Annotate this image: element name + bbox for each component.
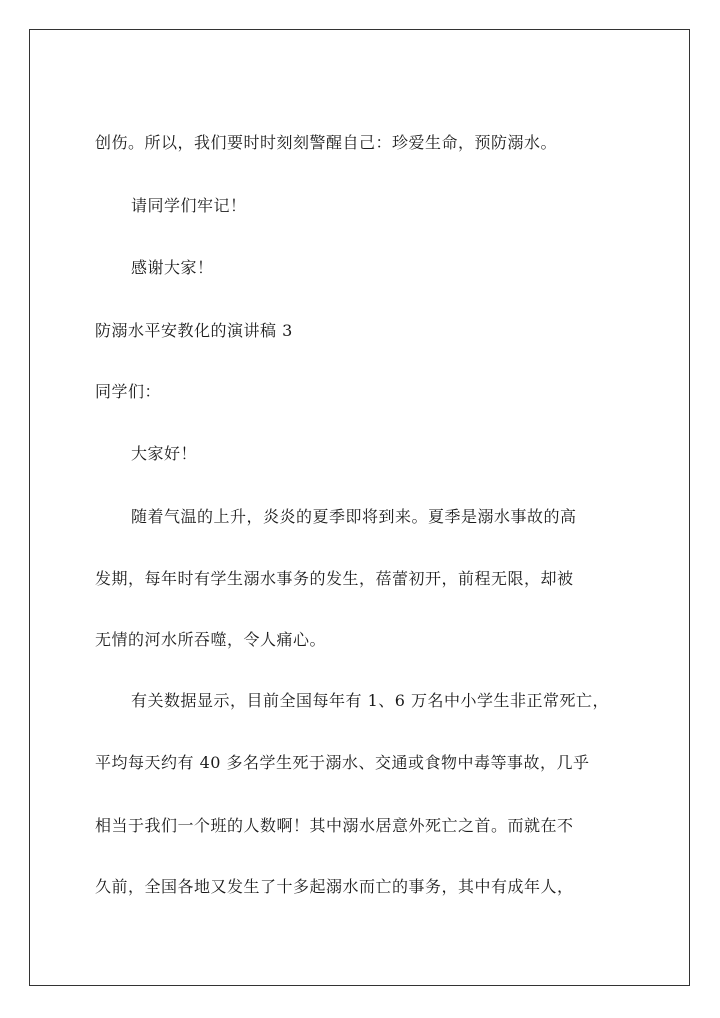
text-line: 创伤。所以，我们要时时刻刻警醒自己：珍爱生命，预防溺水。 [95, 133, 558, 152]
text-line: 发期，每年时有学生溺水事务的发生，蓓蕾初开，前程无限，却被 [95, 569, 574, 588]
text-line: 请同学们牢记！ [131, 196, 247, 215]
text-line: 同学们： [95, 382, 162, 401]
text-line: 无情的河水所吞噬，令人痛心。 [95, 630, 327, 649]
text-line: 久前，全国各地又发生了十多起溺水而亡的事务，其中有成年人， [95, 877, 574, 896]
text-line: 相当于我们一个班的人数啊！其中溺水居意外死亡之首。而就在不 [95, 816, 574, 835]
text-line: 随着气温的上升，炎炎的夏季即将到来。夏季是溺水事故的高 [131, 507, 577, 526]
text-line: 有关数据显示，目前全国每年有 1、6 万名中小学生非正常死亡， [131, 691, 610, 710]
text-line: 平均每天约有 40 多名学生死于溺水、交通或食物中毒等事故，几乎 [95, 753, 590, 772]
section-heading: 防溺水平安教化的演讲稿 3 [95, 321, 293, 340]
text-line: 大家好！ [131, 444, 198, 463]
text-line: 感谢大家！ [131, 258, 214, 277]
